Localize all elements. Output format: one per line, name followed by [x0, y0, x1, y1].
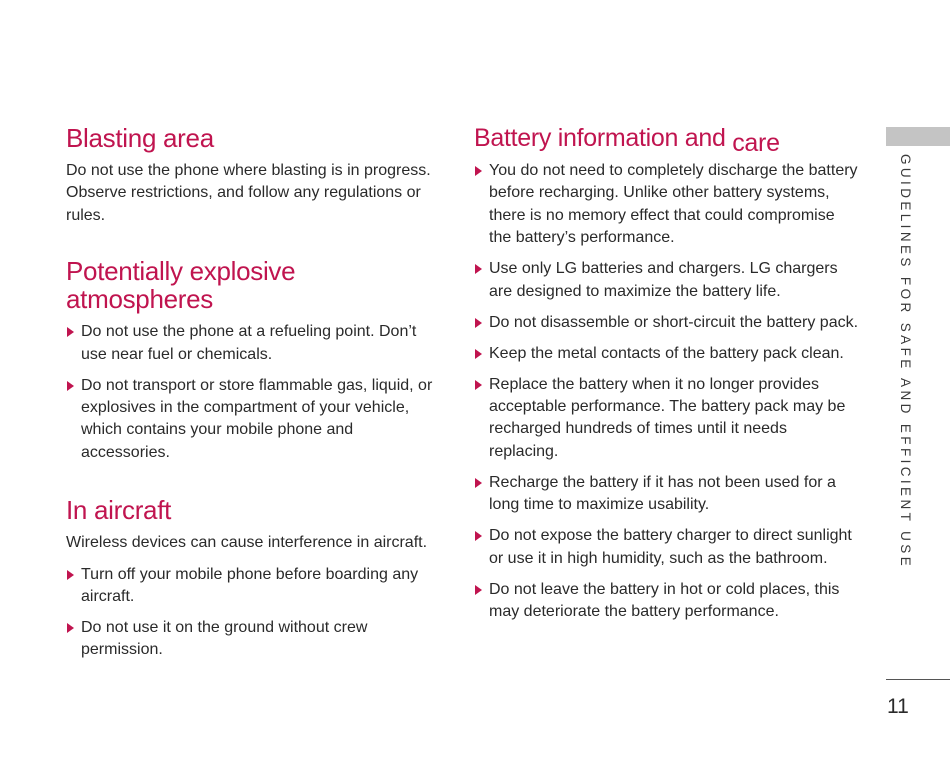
right-column: [474, 124, 859, 623]
bullet-arrow-icon: [475, 349, 482, 359]
bullet-arrow-icon: [475, 318, 482, 328]
bullet-text: Do not use the phone at a refueling point. Don’t use near fuel or chemicals.: [81, 323, 417, 363]
blasting-area-heading: Blasting area: [66, 123, 214, 153]
aircraft-bullet-list: [66, 564, 441, 662]
list-item: [474, 343, 859, 365]
explosive-heading-line1: Potentially explosive: [66, 256, 296, 287]
bullet-arrow-icon: [475, 166, 482, 176]
battery-bullet-list: [474, 160, 859, 623]
section-tab-bar: [886, 127, 950, 146]
explosive-atmospheres-section: [66, 257, 441, 464]
bullet-arrow-icon: [475, 478, 482, 488]
explosive-heading-line2: atmospheres: [66, 284, 213, 315]
list-item: [474, 160, 859, 250]
bullet-text: Recharge the battery if it has not been used for a long time to maximize usability.: [489, 473, 836, 514]
list-item: [474, 374, 859, 464]
bullet-text: Use only LG batteries and chargers. LG chargers are designed to maximize the battery life.: [489, 260, 838, 300]
battery-heading: [474, 124, 859, 157]
bullet-text: Do not disassemble or short-circuit the battery pack.: [489, 313, 859, 331]
bullet-text: Do not use it on the ground without crew permission.: [81, 619, 368, 659]
battery-heading-tail: care: [732, 129, 780, 157]
list-item: [66, 564, 441, 609]
page-number-divider: [886, 679, 950, 680]
page-number: 11: [887, 695, 909, 718]
explosive-bullet-list: [66, 321, 441, 464]
bullet-text: Replace the battery when it no longer provides acceptable performance. The battery pack may be recharged hundreds of times until it needs replacing.: [489, 375, 846, 460]
bullet-text: Do not expose the battery charger to direct sunlight or use it in high humidity, such as the bathroom.: [489, 527, 852, 567]
list-item: [66, 321, 441, 366]
in-aircraft-text: Wireless devices can cause interference in aircraft.: [66, 534, 428, 552]
bullet-text: Keep the metal contacts of the battery pack clean.: [489, 344, 844, 362]
bullet-arrow-icon: [475, 264, 482, 274]
bullet-arrow-icon: [475, 531, 482, 541]
bullet-text: Do not transport or store flammable gas, liquid, or explosives in the compartment of your vehicle, which contains your mobile phone and accessories.: [81, 376, 433, 461]
bullet-arrow-icon: [67, 381, 74, 391]
bullet-arrow-icon: [67, 327, 74, 337]
battery-heading-main: Battery information and: [474, 124, 726, 152]
blasting-area-text: Do not use the phone where blasting is in progress. Observe restrictions, and follow any regulations or rules.: [66, 162, 431, 224]
explosive-atmospheres-heading: [66, 257, 441, 313]
list-item: [66, 375, 441, 465]
bullet-text: Do not leave the battery in hot or cold places, this may deteriorate the battery performance.: [489, 580, 840, 621]
in-aircraft-section: [66, 496, 441, 662]
list-item: [474, 525, 859, 570]
list-item: [474, 472, 859, 517]
section-label-vertical: GUIDELINES FOR SAFE AND EFFICIENT USE: [898, 154, 913, 570]
left-column: [66, 124, 441, 662]
bullet-text: Turn off your mobile phone before boarding any aircraft.: [81, 565, 419, 606]
battery-section: [474, 124, 859, 623]
list-item: [66, 617, 441, 662]
bullet-arrow-icon: [475, 380, 482, 390]
blasting-area-section: [66, 124, 441, 227]
list-item: [474, 258, 859, 303]
list-item: [474, 312, 859, 334]
in-aircraft-heading: In aircraft: [66, 495, 172, 526]
bullet-text: You do not need to completely discharge the battery before recharging. Unlike other battery systems, there is no memory effect that could compromise the battery’s performance.: [489, 162, 858, 247]
bullet-arrow-icon: [67, 570, 74, 580]
list-item: [474, 579, 859, 624]
bullet-arrow-icon: [475, 585, 482, 595]
bullet-arrow-icon: [67, 623, 74, 633]
